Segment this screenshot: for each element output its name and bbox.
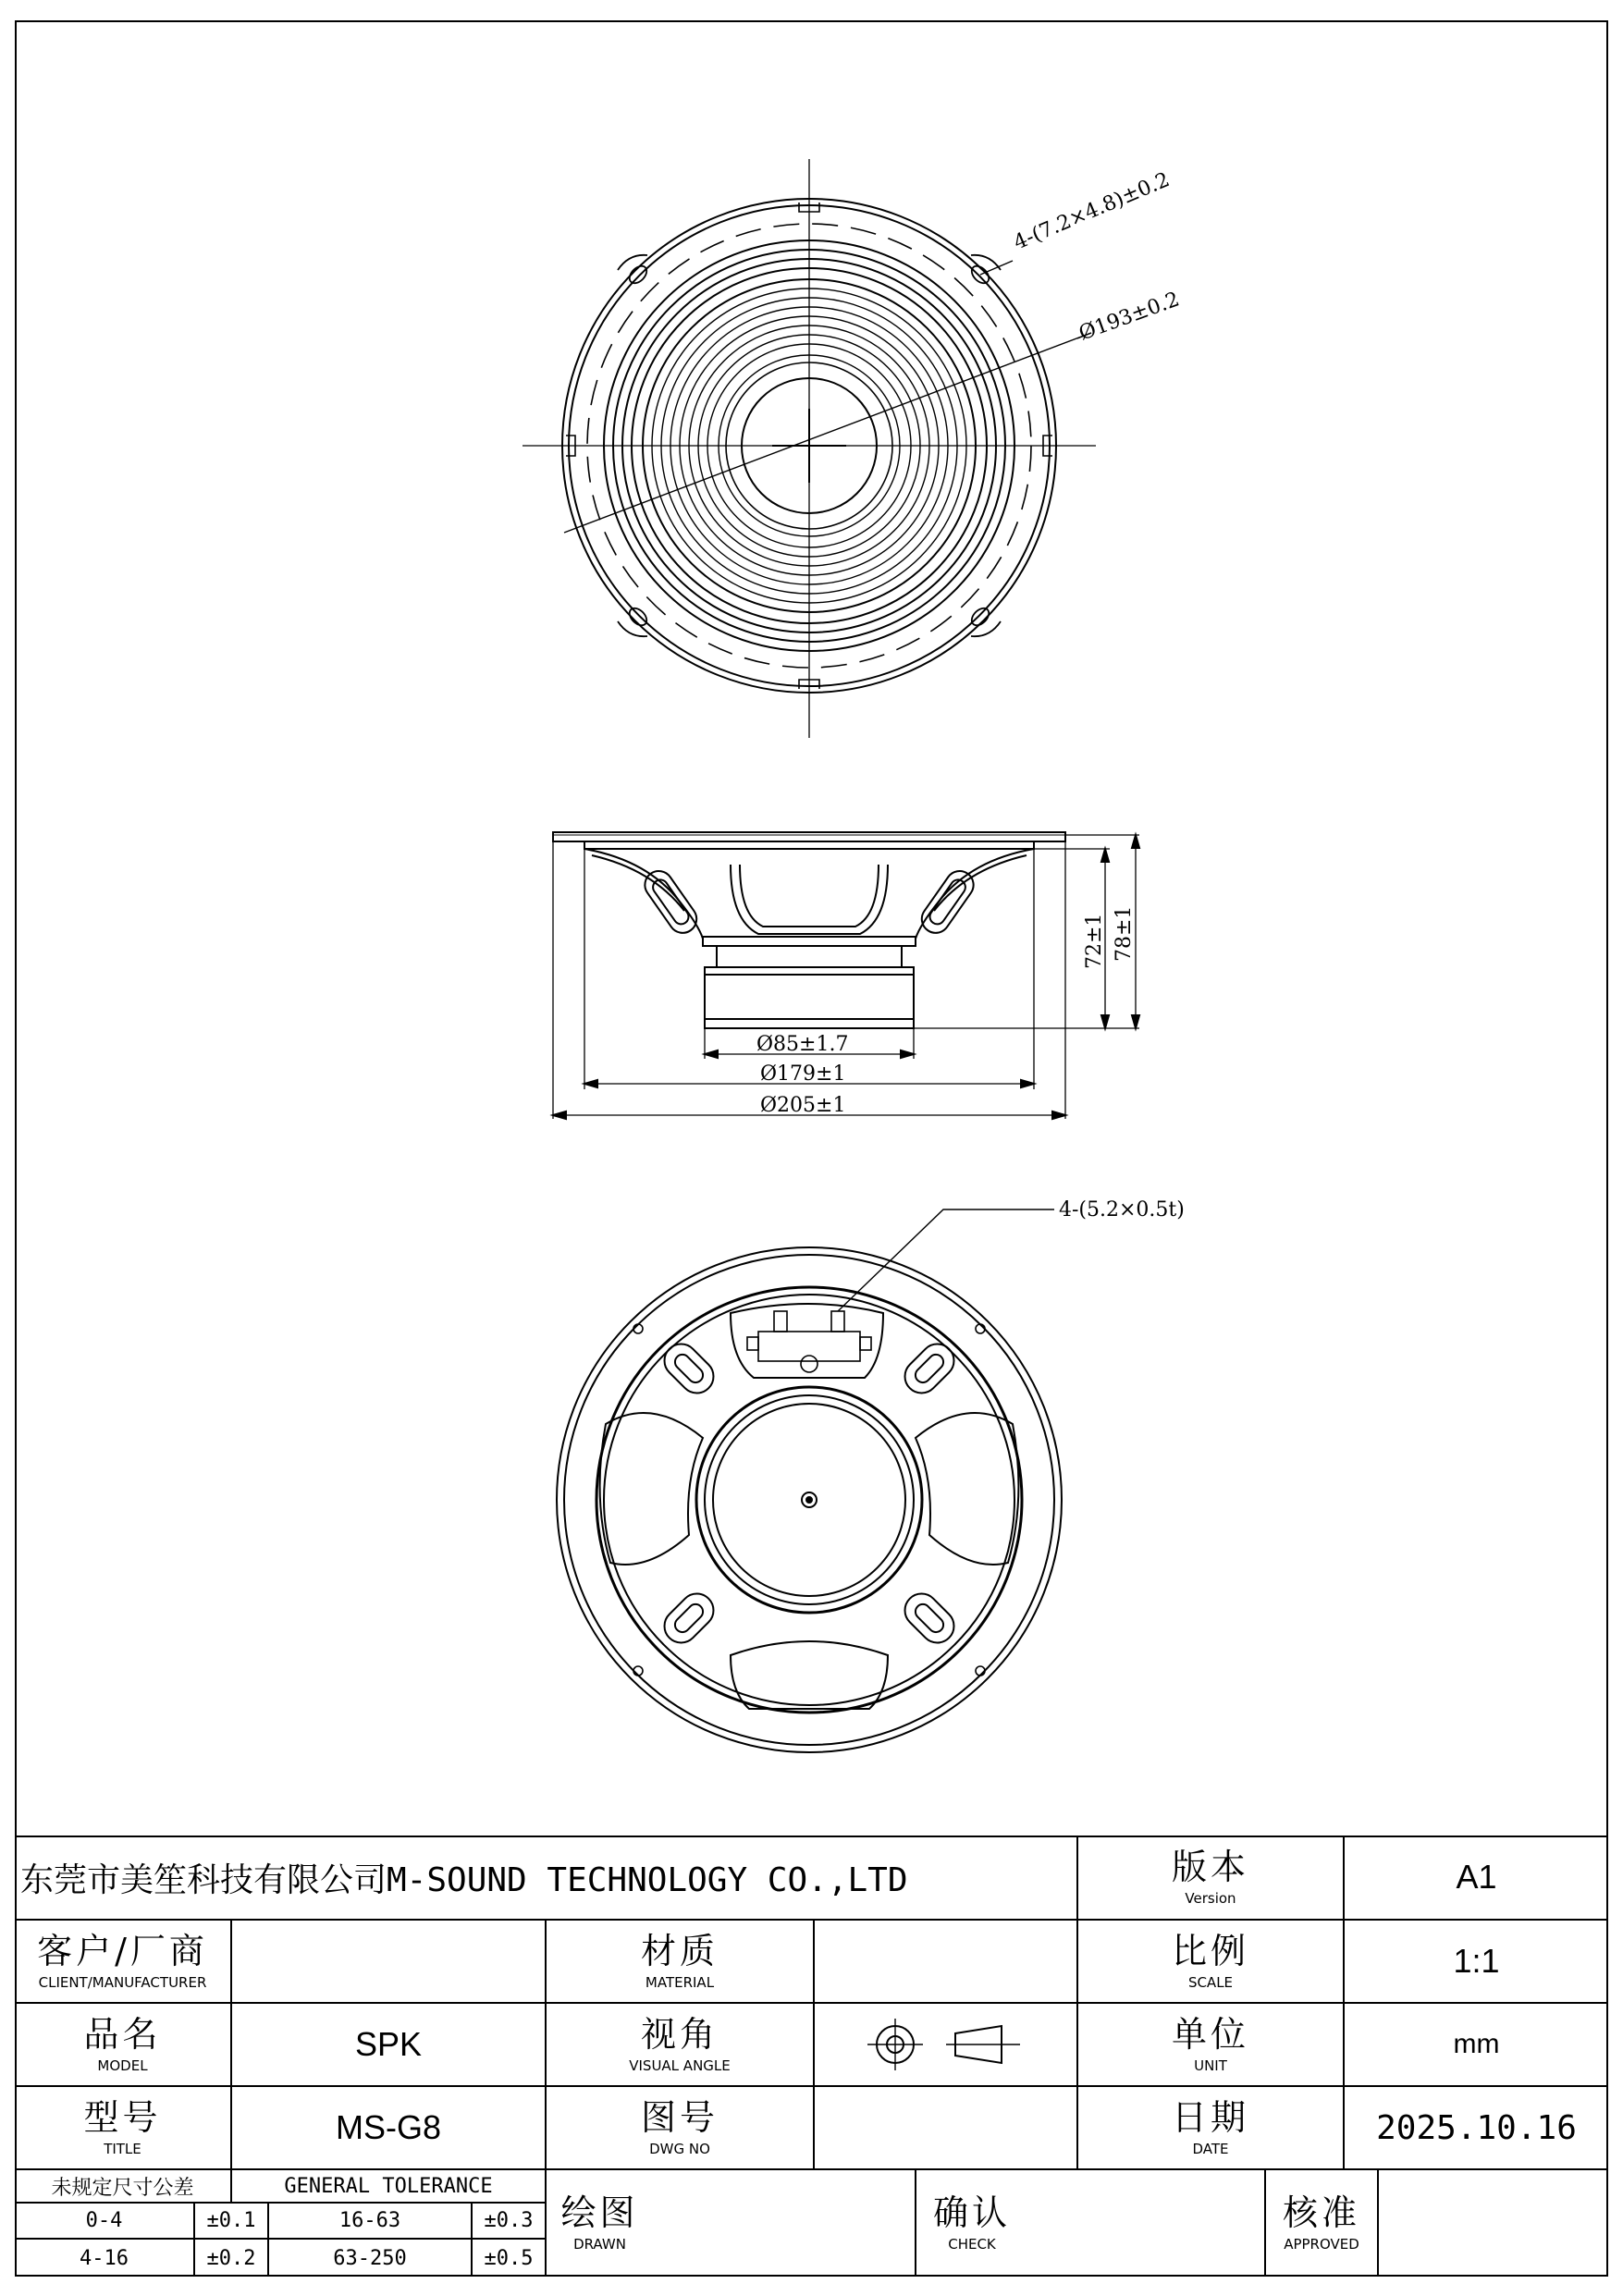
outer-dia-label: Ø205±1: [760, 1094, 846, 1117]
date-label: 日期 DATE: [1078, 2087, 1345, 2170]
check-label: 确认 CHECK: [932, 2192, 1011, 2253]
version-value: A1: [1345, 1836, 1608, 1921]
material-value: [815, 1921, 1078, 2004]
unit-value: mm: [1345, 2004, 1608, 2087]
terminal-block: [747, 1311, 871, 1372]
model-value: SPK: [232, 2004, 547, 2087]
tolerance-cn-label: 未规定尺寸公差: [15, 2170, 232, 2204]
magnet-dia-label: Ø85±1.7: [756, 1033, 849, 1056]
unit-label: 单位 UNIT: [1078, 2004, 1345, 2087]
cone-dia-label: Ø179±1: [760, 1062, 846, 1086]
approved-value: [1377, 2170, 1608, 2277]
tolerance-range: 16-63: [269, 2204, 473, 2240]
tolerance-value: ±0.3: [473, 2204, 547, 2240]
tolerance-en-label: GENERAL TOLERANCE: [232, 2170, 547, 2204]
company-name: 东莞市美笙科技有限公司M-SOUND TECHNOLOGY CO.,LTD: [15, 1836, 1078, 1921]
check-value: [1027, 2170, 1266, 2277]
title-label: 型号 TITLE: [15, 2087, 232, 2170]
third-angle-projection-icon: [854, 2017, 1039, 2072]
material-label: 材质 MATERIAL: [547, 1921, 815, 2004]
terminal-dimension-label: 4-(5.2×0.5t): [1059, 1198, 1185, 1222]
height-b-label: 78±1: [1113, 905, 1136, 962]
drawn-label: 绘图 DRAWN: [560, 2192, 639, 2253]
side-view: [553, 832, 1139, 1119]
date-value: 2025.10.16: [1345, 2087, 1608, 2170]
tolerance-value: ±0.1: [195, 2204, 269, 2240]
mount-circle-dimension-label: Ø193±0.2: [1076, 288, 1183, 346]
dwg-no-value: [815, 2087, 1078, 2170]
projection-symbol: [815, 2004, 1078, 2087]
dwg-no-label: 图号 DWG NO: [547, 2087, 815, 2170]
title-value: MS-G8: [232, 2087, 547, 2170]
model-label: 品名 MODEL: [15, 2004, 232, 2087]
slot-dimension-label: 4-(7.2×4.8)±0.2: [1010, 168, 1174, 255]
visual-angle-label: 视角 VISUAL ANGLE: [547, 2004, 815, 2087]
client-value: [232, 1921, 547, 2004]
approved-label: 核准 APPROVED: [1282, 2192, 1360, 2253]
tolerance-range: 0-4: [15, 2204, 195, 2240]
top-view: [523, 159, 1096, 738]
tolerance-range: 63-250: [269, 2240, 473, 2277]
bottom-view: [557, 1209, 1062, 1752]
scale-label: 比例 SCALE: [1078, 1921, 1345, 2004]
title-block: [15, 1836, 1608, 2277]
scale-value: 1:1: [1345, 1921, 1608, 2004]
drawn-value: [653, 2170, 916, 2277]
tolerance-range: 4-16: [15, 2240, 195, 2277]
client-label: 客户/厂商 CLIENT/MANUFACTURER: [15, 1921, 232, 2004]
tolerance-value: ±0.2: [195, 2240, 269, 2277]
height-a-label: 72±1: [1083, 913, 1106, 969]
version-label: 版本 Version: [1078, 1836, 1345, 1921]
tolerance-value: ±0.5: [473, 2240, 547, 2277]
